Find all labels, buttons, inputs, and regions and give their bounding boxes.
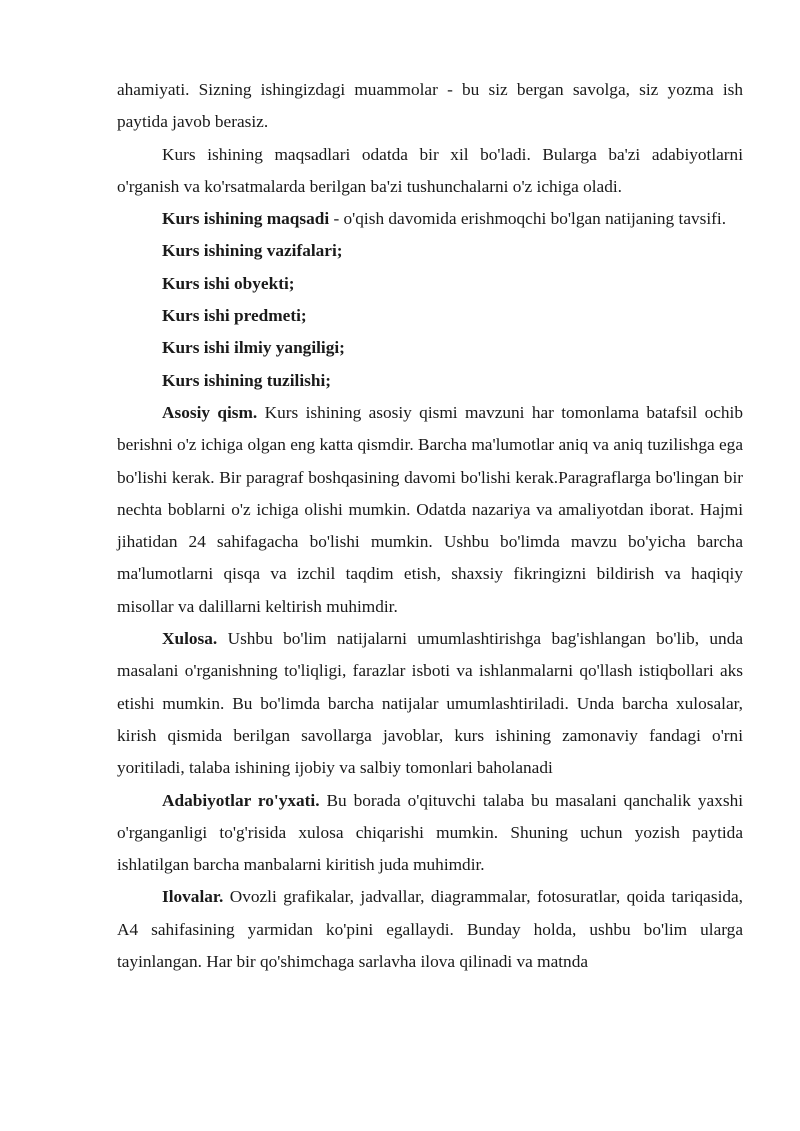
document-page xyxy=(117,74,743,978)
intro-paragraph: ahamiyati. Sizning ishingizdagi muammolar - bu siz bergan savolga, siz yozma ish paytida javob berasiz. xyxy=(117,80,743,132)
main-part-term: Asosiy qism. xyxy=(162,402,258,422)
conclusion-paragraph xyxy=(117,623,743,784)
item-object: Kurs ishi obyekti; xyxy=(162,273,295,293)
appendices-term: Ilovalar. xyxy=(162,887,224,907)
appendices-text: Ovozli grafikalar, jadvallar, diagrammalar, fotosuratlar, qoida tariqasida, A4 sahifasining yarmidan ko'pini egallaydi. Bunday holda, ushbu bo'lim ularga tayinlangan. Har bir qo'shimchaga sarlavha ilova qilinadi va matnda xyxy=(117,887,743,972)
item-novelty: Kurs ishi ilmiy yangiligi; xyxy=(162,338,345,358)
purpose-term: Kurs ishining maqsadi xyxy=(162,209,330,229)
references-term: Adabiyotlar ro'yxati. xyxy=(162,790,320,810)
goals-paragraph: Kurs ishining maqsadlari odatda bir xil bo'ladi. Bularga ba'zi adabiyotlarni o'rganish va ko'rsatmalarda berilgan ba'zi tushunchalarni o'z ichiga oladi. xyxy=(117,144,743,196)
references-text: Bu borada o'qituvchi talaba bu masalani qanchalik yaxshi o'rganganligi to'g'risida xulosa chiqarishi mumkin. Shuning uchun yozish paytida ishlatilgan barcha manbalarni kiritish juda muhimdir. xyxy=(117,790,744,875)
conclusion-term: Xulosa. xyxy=(162,629,218,649)
item-tasks: Kurs ishining vazifalari; xyxy=(162,241,343,261)
references-paragraph xyxy=(117,785,743,882)
main-part-paragraph xyxy=(117,397,743,623)
appendices-paragraph xyxy=(117,881,743,978)
item-structure: Kurs ishining tuzilishi; xyxy=(162,370,332,390)
item-subject: Kurs ishi predmeti; xyxy=(162,306,307,326)
conclusion-text: Ushbu bo'lim natijalarni umumlashtirishga bag'ishlangan bo'lib, unda masalani o'rganishning to'liqligi, farazlar isboti va ishlanmalarni qo'llash istiqbollari aks etishi mumkin. Bu bo'limda barcha natijalar umumlashtiriladi. Unda barcha xulosalar, kirish qismida berilgan savollarga javoblar, kurs ishining zamonaviy fandagi o'rni yoritiladi, talaba ishining ijobiy va salbiy tomonlari baholanadi xyxy=(117,629,743,778)
purpose-paragraph xyxy=(117,203,743,235)
main-part-text: Kurs ishining asosiy qismi mavzuni har tomonlama batafsil ochib berishni o'z ichiga olgan eng katta qismdir. Barcha ma'lumotlar aniq va aniq tuzilishga ega bo'lishi kerak. Bir paragraf boshqasining davomi bo'lishi kerak.Paragraflarga bo'lingan bir nechta boblarni o'z ichiga olishi mumkin. Odatda nazariya va amaliyotdan iborat. Hajmi jihatidan 24 sahifagacha bo'lishi mumkin. Ushbu bo'limda mavzu bo'yicha barcha ma'lumotlarni qisqa va izchil taqdim etish, shaxsiy fikringizni bildirish va haqiqiy misollar va dalillarni keltirish muhimdir. xyxy=(117,402,743,616)
purpose-text: - o'qish davomida erishmoqchi bo'lgan natijaning tavsifi. xyxy=(329,209,727,229)
